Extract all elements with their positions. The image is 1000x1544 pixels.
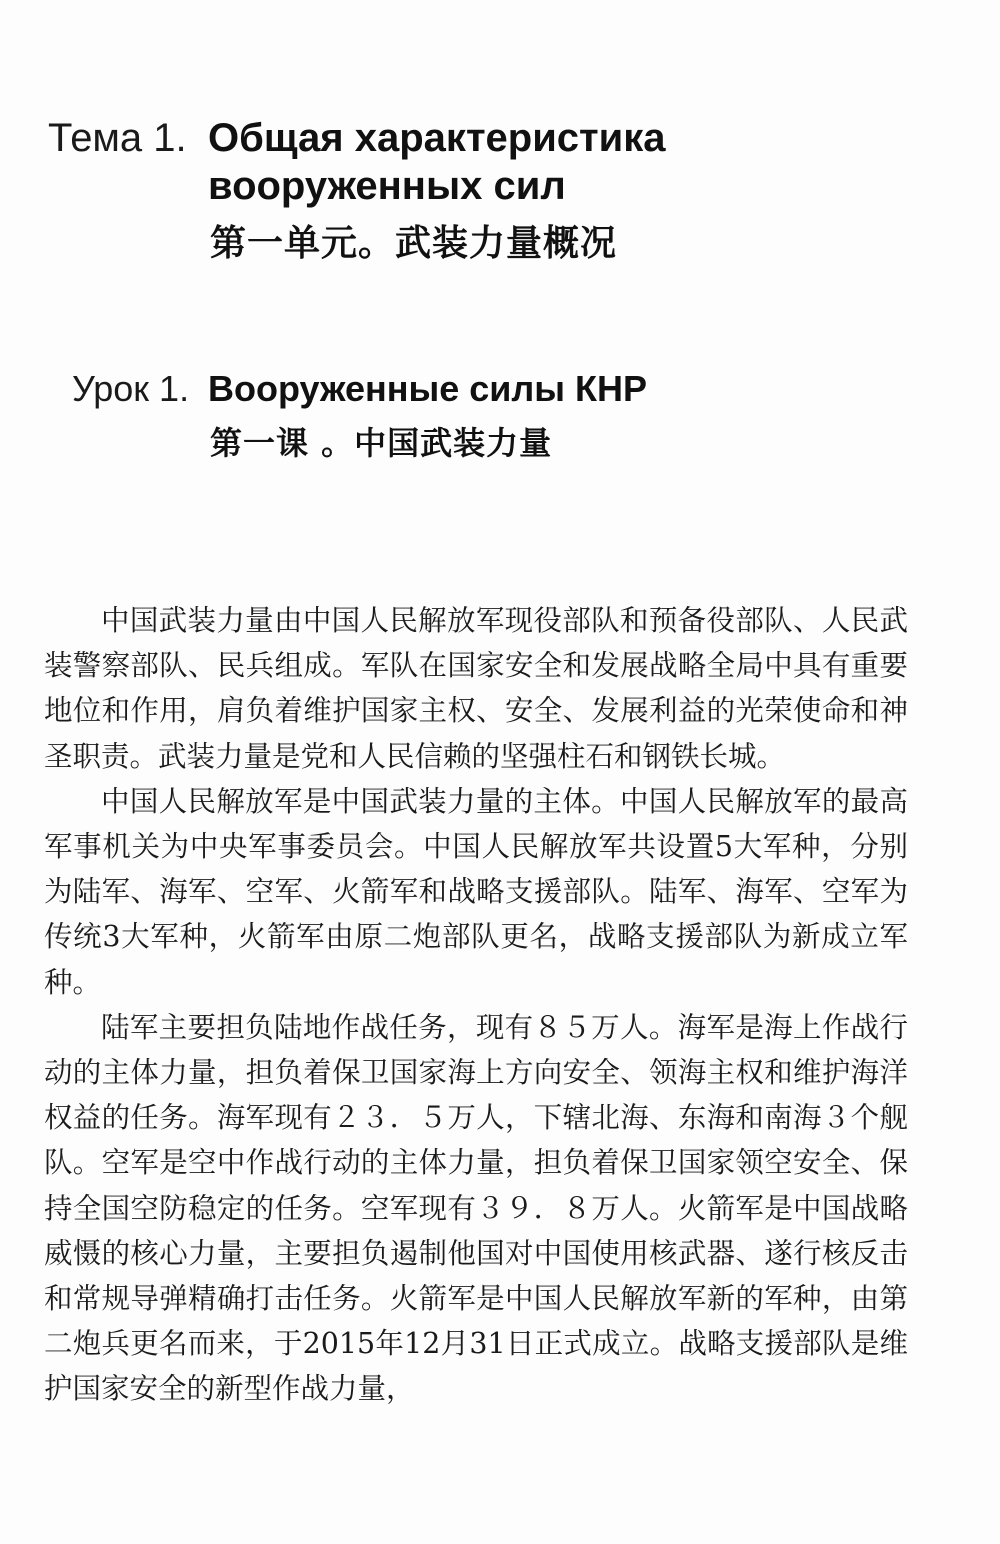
topic-title-line-2: вооруженных сил: [208, 164, 566, 208]
paragraph-armed-forces-composition: 中国武装力量由中国人民解放军现役部队和预备役部队、人民武装警察部队、民兵组成。军队在国家安全和发展战略全局中具有重要地位和作用，肩负着维护国家主权、安全、发展利益的光荣使命和神圣职责。武装力量是党和人民信赖的坚强柱石和钢铁长城。: [44, 604, 908, 773]
topic-title-chinese: 第一单元。武装力量概况: [210, 223, 618, 264]
paragraph-service-details: 陆军主要担负陆地作战任务，现有８５万人。海军是海上作战行动的主体力量，担负着保卫国家海上方向安全、领海主权和维护海洋权益的任务。海军现有２３．５万人，下辖北海、东海和南海３个舰队。空军是空中作战行动的主体力量，担负着保卫国家领空安全、保持全国空防稳定的任务。空军现有３９．８万人。火箭军是中国战略威慑的核心力量，主要担负遏制他国对中国使用核武器、遂行核反击和常规导弹精确打击任务。火箭军是中国人民解放军新的军种，由第二炮兵更名而来，于2015年12月31日正式成立。战略支援部队是维护国家安全的新型作战力量，: [44, 1010, 908, 1406]
lesson-body-text: [44, 598, 908, 1412]
topic-number-label: Тема 1.: [48, 116, 187, 160]
lesson-number-label: Урок 1.: [72, 368, 190, 409]
paragraph-pla-services: 中国人民解放军是中国武装力量的主体。中国人民解放军的最高军事机关为中央军事委员会。中国人民解放军共设置5大军种，分别为陆军、海军、空军、火箭军和战略支援部队。陆军、海军、空军为传统3大军种，火箭军由原二炮部队更名，战略支援部队为新成立军种。: [44, 784, 908, 999]
lesson-title: Вооруженные силы КНР: [208, 368, 648, 409]
lesson-title-chinese: 第一课 。中国武装力量: [210, 424, 553, 462]
topic-title-line-1: Общая характеристика: [208, 116, 666, 160]
